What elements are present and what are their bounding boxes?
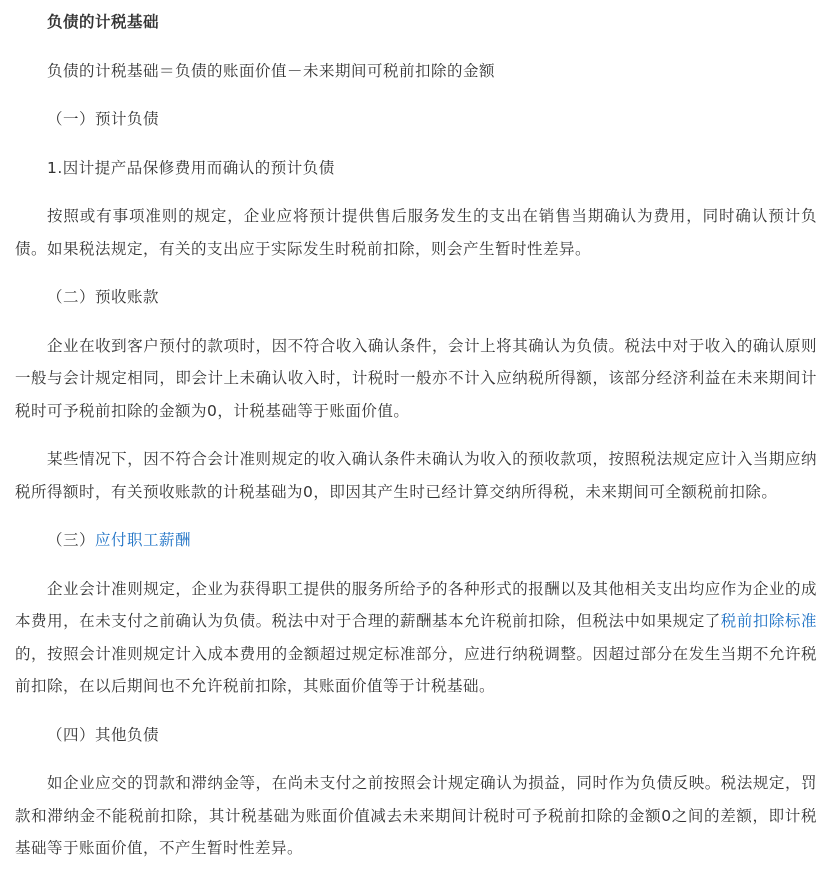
paragraph-payroll bbox=[15, 573, 817, 703]
section-heading-other: （四）其他负债 bbox=[47, 725, 160, 744]
deduction-standard-link[interactable]: 税前扣除标准 bbox=[720, 612, 817, 630]
section-heading-advances: （二）预收账款 bbox=[47, 288, 160, 306]
paragraph-other: 如企业应交的罚款和滞纳金等，在尚未支付之前按照会计规定确认为损益，同时作为负债反映。税法规定，罚款和滞纳金不能税前扣除，其计税基础为账面价值减去未来期间计税时可予税前扣除的金额0之间的差额，即计税基础等于账面价值，不产生暂时性差异。 bbox=[15, 774, 817, 857]
paragraph-text: 的，按照会计准则规定计入成本费用的金额超过规定标准部分，应进行纳税调整。因超过部分在发生当期不允许税前扣除，在以后期间也不允许税前扣除，其账面价值等于计税基础。 bbox=[15, 644, 817, 695]
paragraph-advances-2: 某些情况下，因不符合会计准则规定的收入确认条件未确认为收入的预收款项，按照税法规定应计入当期应纳税所得额时，有关预收账款的计税基础为0，即因其产生时已经计算交纳所得税，未来期间可全额税前扣除。 bbox=[15, 450, 817, 501]
article-title: 负债的计税基础 bbox=[47, 13, 160, 31]
paragraph-text: 企业会计准则规定，企业为获得职工提供的服务所给予的各种形式的报酬以及其他相关支出均应作为企业的成本费用，在未支付之前确认为负债。税法中对于合理的薪酬基本允许税前扣除，但税法中如果规定了 bbox=[15, 579, 817, 630]
subheading-warranty: 1.因计提产品保修费用而确认的预计负债 bbox=[47, 158, 335, 177]
article-body bbox=[15, 6, 817, 881]
formula-text: 负债的计税基础＝负债的账面价值－未来期间可税前扣除的金额 bbox=[47, 61, 496, 80]
payroll-link[interactable]: 应付职工薪酬 bbox=[95, 531, 192, 549]
paragraph-warranty: 按照或有事项准则的规定，企业应将预计提供售后服务发生的支出在销售当期确认为费用，同时确认预计负债。如果税法规定，有关的支出应于实际发生时税前扣除，则会产生暂时性差异。 bbox=[15, 207, 817, 258]
section-heading-provisions: （一）预计负债 bbox=[47, 110, 160, 128]
heading-prefix: （三） bbox=[47, 531, 96, 549]
section-heading-payroll bbox=[15, 524, 817, 557]
paragraph-advances-1: 企业在收到客户预付的款项时，因不符合收入确认条件，会计上将其确认为负债。税法中对于收入的确认原则一般与会计规定相同，即会计上未确认收入时，计税时一般亦不计入应纳税所得额，该部分经济利益在未来期间计税时可予税前扣除的金额为0，计税基础等于账面价值。 bbox=[15, 336, 817, 420]
